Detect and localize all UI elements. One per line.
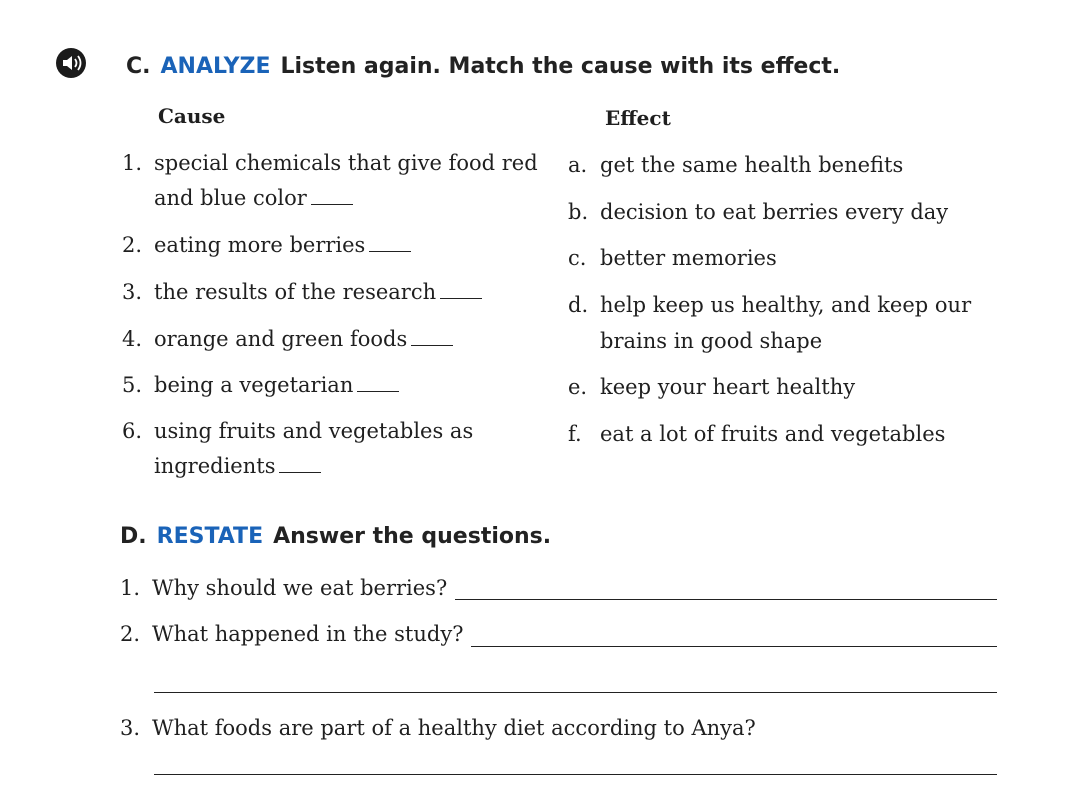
effect-letter: c. [568,246,587,270]
answer-line[interactable] [455,599,997,600]
effect-item [568,200,948,224]
effect-item [568,153,903,177]
question-text: What happened in the study? [152,622,464,646]
effect-letter: e. [568,375,588,399]
cause-item [122,151,538,175]
question-text: What foods are part of a healthy diet according to Anya? [152,716,756,740]
section-d-letter: D. [120,524,147,549]
effect-letter: a. [568,153,588,177]
cause-item-continued [154,186,353,210]
section-d-keyword: RESTATE [156,524,264,549]
cause-text: and blue color [154,186,307,210]
effect-text: keep your heart healthy [600,375,856,399]
effect-item [568,422,945,446]
effect-text: brains in good shape [600,329,823,353]
section-c-keyword: ANALYZE [160,54,271,79]
answer-blank[interactable] [357,377,399,392]
cause-number: 4. [122,327,143,351]
section-c-header [126,54,840,79]
question-number: 3. [120,716,141,740]
section-d-header [120,524,551,549]
cause-text: orange and green foods [154,327,408,351]
speaker-icon[interactable] [56,48,86,78]
cause-number: 5. [122,373,143,397]
question-number: 2. [120,622,141,646]
answer-blank[interactable] [369,237,411,252]
section-c-letter: C. [126,54,151,79]
effect-item-continued [600,329,822,353]
effect-item [568,293,971,317]
answer-blank[interactable] [411,331,453,346]
cause-text: being a vegetarian [154,373,354,397]
effect-item [568,246,777,270]
answer-blank[interactable] [440,284,482,299]
effect-text: decision to eat berries every day [600,200,949,224]
effect-text: help keep us healthy, and keep our [600,293,972,317]
effect-text: get the same health benefits [600,153,904,177]
cause-number: 3. [122,280,143,304]
question-number: 1. [120,576,141,600]
question-item [120,622,463,646]
effect-letter: d. [568,293,589,317]
answer-blank[interactable] [279,458,321,473]
cause-text: eating more berries [154,233,366,257]
cause-text: special chemicals that give food red [154,151,538,175]
cause-number: 1. [122,151,143,175]
cause-column-header: Cause [158,104,226,128]
answer-line[interactable] [154,774,997,775]
effect-text: better memories [600,246,777,270]
cause-text: ingredients [154,454,276,478]
cause-item-continued [154,454,321,478]
cause-item [122,280,482,304]
question-item [120,576,447,600]
section-c-instruction: Listen again. Match the cause with its effect. [280,54,841,79]
cause-text: using fruits and vegetables as [154,419,474,443]
effect-column-header: Effect [605,106,671,130]
effect-item [568,375,855,399]
effect-text: eat a lot of fruits and vegetables [600,422,946,446]
cause-item [122,327,453,351]
answer-blank[interactable] [311,190,353,205]
question-text: Why should we eat berries? [152,576,448,600]
answer-line[interactable] [471,646,997,647]
cause-number: 2. [122,233,143,257]
cause-item [122,233,411,257]
cause-item [122,373,399,397]
question-item [120,716,756,740]
effect-letter: f. [568,422,582,446]
section-d-instruction: Answer the questions. [273,524,552,549]
cause-text: the results of the research [154,280,437,304]
cause-item [122,419,473,443]
cause-number: 6. [122,419,143,443]
answer-line[interactable] [154,692,997,693]
effect-letter: b. [568,200,589,224]
